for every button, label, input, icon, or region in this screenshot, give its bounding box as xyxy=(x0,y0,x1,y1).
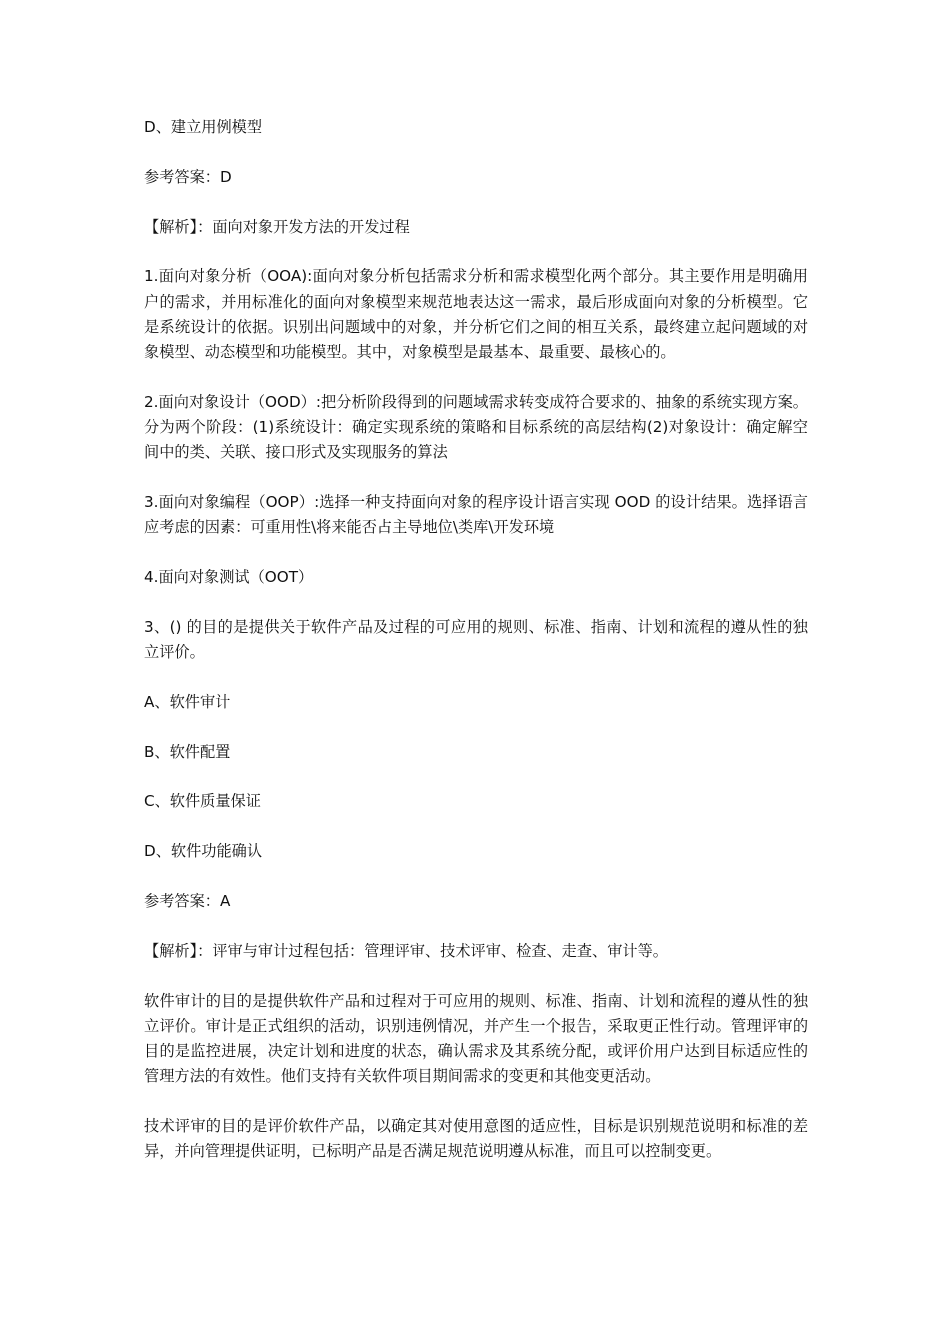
answer-line-1: 参考答案：D xyxy=(144,167,232,186)
answer-line-2: 参考答案：A xyxy=(144,891,231,910)
option-a: A、软件审计 xyxy=(144,692,231,711)
tech-review-paragraph: 技术评审的目的是评价软件产品，以确定其对使用意图的适应性，目标是识别规范说明和标准的差异，并向管理提供证明，已标明产品是否满足规范说明遵从标准，而且可以控制变更。 xyxy=(144,1116,808,1161)
analysis-heading-1: 【解析】：面向对象开发方法的开发过程 xyxy=(144,217,410,236)
ood-paragraph: 2.面向对象设计（OOD）:把分析阶段得到的问题域需求转变成符合要求的、抽象的系统实现方案。分为两个阶段：(1)系统设计：确定实现系统的策略和目标系统的高层结构(2)对象设计：确定解空间中的类、关联、接口形式及实现服务的算法 xyxy=(144,392,808,462)
audit-paragraph: 软件审计的目的是提供软件产品和过程对于可应用的规则、标准、指南、计划和流程的遵从性的独立评价。审计是正式组织的活动，识别违例情况，并产生一个报告，采取更正性行动。管理评审的目的是监控进展，决定计划和进度的状态，确认需求及其系统分配，或评价用户达到目标适应性的管理方法的有效性。他们支持有关软件项目期间需求的变更和其他变更活动。 xyxy=(144,991,808,1086)
analysis-heading-2: 【解析】：评审与审计过程包括：管理评审、技术评审、检查、走查、审计等。 xyxy=(144,941,668,960)
question-3: 3、() 的目的是提供关于软件产品及过程的可应用的规则、标准、指南、计划和流程的遵从性的独立评价。 xyxy=(144,617,808,661)
ooa-paragraph: 1.面向对象分析（OOA):面向对象分析包括需求分析和需求模型化两个部分。其主要作用是明确用户的需求，并用标准化的面向对象模型来规范地表达这一需求，最后形成面向对象的分析模型。它是系统设计的依据。识别出问题域中的对象，并分析它们之间的相互关系，最终建立起问题域的对象模型、动态模型和功能模型。其中，对象模型是最基本、最重要、最核心的。 xyxy=(144,267,808,361)
oop-paragraph: 3.面向对象编程（OOP）:选择一种支持面向对象的程序设计语言实现 OOD 的设计结果。选择语言应考虑的因素：可重用性\将来能否占主导地位\类库\开发环境 xyxy=(144,493,808,537)
option-d-previous: D、建立用例模型 xyxy=(144,118,263,136)
option-d: D、软件功能确认 xyxy=(144,842,263,861)
option-c: C、软件质量保证 xyxy=(144,792,261,811)
oot-paragraph: 4.面向对象测试（OOT） xyxy=(144,568,314,586)
document-body xyxy=(144,115,808,1189)
option-b: B、软件配置 xyxy=(144,742,231,761)
